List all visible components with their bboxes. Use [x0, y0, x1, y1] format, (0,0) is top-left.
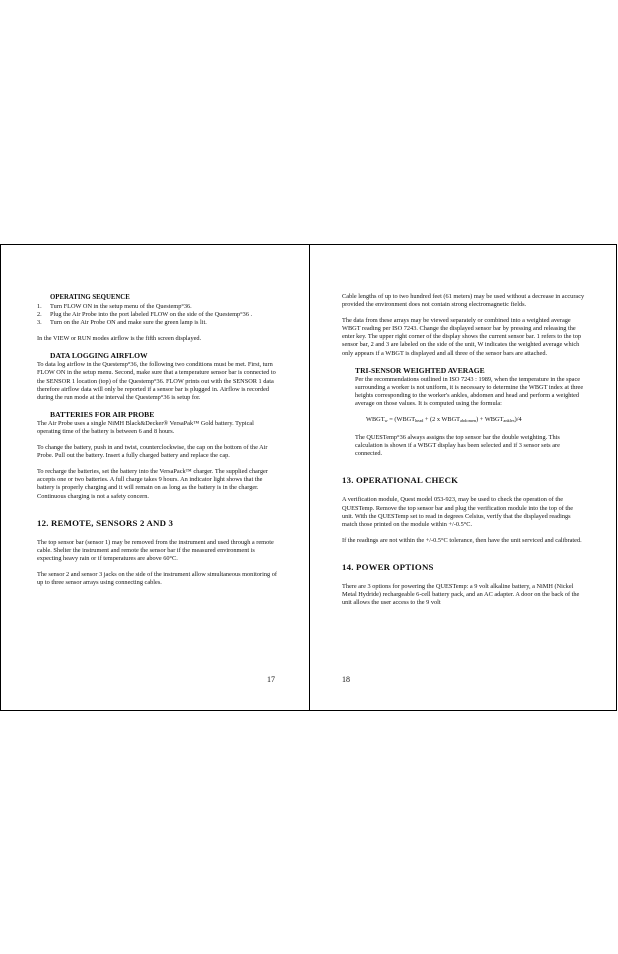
- step-text: Turn FLOW ON in the setup menu of the Questemp°36.: [50, 303, 192, 310]
- formula-lhs: WBGT: [366, 416, 385, 424]
- section-14-heading: 14. POWER OPTIONS: [342, 561, 434, 572]
- step-number: 2.: [37, 311, 42, 319]
- page-17-content: [37, 293, 277, 595]
- page-number: 18: [342, 675, 350, 684]
- batteries-paragraph-1: The Air Probe uses a single NiMH Black&Decker® VersaPak™ Gold battery. Typical operating time of the battery is between 6 and 8 hours.: [37, 419, 254, 435]
- batteries-paragraph-2: To change the battery, push in and twist, counterclockwise, the cap on the bottom of the Air Probe. Pull out the battery. Insert a fully charged battery and replace the cap.: [37, 444, 268, 460]
- list-item: [37, 311, 277, 319]
- page-18-content: [342, 293, 586, 615]
- section-12-paragraph-2: The sensor 2 and sensor 3 jacks on the side of the instrument allow simultaneous monitoring of up to three sensor arrays using connecting cables.: [37, 570, 277, 586]
- data-logging-heading: DATA LOGGING AIRFLOW: [50, 351, 148, 361]
- section-12-heading: 12. REMOTE, SENSORS 2 AND 3: [37, 517, 174, 528]
- section-12-paragraph-1: The top sensor bar (sensor 1) may be removed from the instrument and used through a remote cable. Shelter the instrument and remote the sensor bar if the measured environment is expecting heavy rain or if temperatures are above 60°C.: [37, 538, 274, 562]
- wbgt-formula: [366, 416, 586, 424]
- page-18: [310, 245, 618, 710]
- formula-part: = (WBGT: [387, 416, 416, 424]
- formula-subscript: w: [384, 418, 388, 424]
- tri-sensor-text: Per the recommendations outlined in ISO 7243 : 1989, when the temperature in the space surrounding a worker is not uniform, it is necessary to determine the WBGT index at three heights corresponding to the worker's ankles, abdomen and head and perform a weighted average on those values. It is computed using the formula:: [355, 375, 584, 407]
- formula-subscript: head: [415, 418, 424, 424]
- formula-part: )/4: [514, 416, 522, 424]
- cable-length-paragraph: Cable lengths of up to two hundred feet (61 meters) may be used without a decrease in accuracy provided the environment does not contain strong electromagnetic fields.: [342, 293, 585, 309]
- batteries-paragraph-3: To recharge the batteries, set the battery into the VersaPack™ charger. The supplied charger accepts one or two batteries. A full charge takes 9 hours. An indicator light shows that the battery is properly charging and it will remain on as long as the battery is in the charger. Continuous charging is not a safety concern.: [37, 468, 268, 500]
- section-13-paragraph-1: A verification module, Quest model 053-923, may be used to check the operation of the QUESTemp. Remove the top sensor bar and plug the verification module into the top of the unit. With the QUESTemp set to read in degrees Celsius, verify that the displayed readings match those printed on the module within +/-0.5°C.: [342, 496, 574, 528]
- step-text: Plug the Air Probe into the port labeled FLOW on the side of the Questemp°36 .: [50, 311, 253, 319]
- formula-part: ) + WBGT: [476, 416, 504, 424]
- step-number: 3.: [37, 319, 42, 327]
- page-number: 17: [267, 675, 275, 684]
- list-item: [37, 319, 277, 327]
- step-text: Turn on the Air Probe ON and make sure the green lamp is lit.: [50, 319, 207, 327]
- section-13-heading: 13. OPERATIONAL CHECK: [342, 475, 459, 486]
- list-item: [37, 303, 277, 311]
- operating-sequence-heading: OPERATING SEQUENCE: [50, 294, 130, 301]
- formula-subscript: ankles: [503, 418, 515, 424]
- view-run-note: In the VIEW or RUN modes airflow is the fifth screen displayed.: [37, 335, 202, 343]
- operating-sequence-list: [37, 303, 277, 327]
- arrays-paragraph: The data from these arrays may be viewed separately or combined into a weighted average WBGT reading per ISO 7243. Change the displayed sensor bar by pressing and releasing the enter key. The upper right corner of the display shows the current sensor bar. 1 refers to the top sensor bar, 2 and 3 are labeled on the side of the unit, W indicates the weighted average which only appears if a WBGT is displayed and all three of the sensor bars are attached.: [342, 317, 582, 357]
- section-14-paragraph-1: There are 3 options for powering the QUESTemp: a 9 volt alkaline battery, a NiMH (Nickel Metal Hydride) rechargeable 6-cell battery pack, and an AC adapter. A door on the back of the unit allows the user access to the 9 volt: [342, 582, 580, 607]
- document-spread: [0, 244, 617, 711]
- tri-sensor-note: The QUESTemp°36 always assigns the top sensor bar the double weighting. This calculation is shown if a WBGT display has been selected and if 3 sensor sets are connected.: [355, 434, 560, 458]
- step-number: 1.: [37, 303, 42, 310]
- batteries-heading: BATTERIES FOR AIR PROBE: [50, 409, 155, 419]
- page-17: [1, 245, 309, 710]
- formula-subscript: abdomen: [460, 418, 477, 424]
- section-13-paragraph-2: If the readings are not within the +/-0.5°C tolerance, then have the unit serviced and calibrated.: [342, 536, 582, 544]
- tri-sensor-heading: TRI-SENSOR WEIGHTED AVERAGE: [355, 365, 485, 375]
- data-logging-text: To data log airflow in the Questemp°36, the following two conditions must be met. First, turn FLOW ON in the setup menu. Second, make sure that a temperature sensor bar is connected to the SENSOR 1 location (top) of the Questemp°36. FLOW prints out with the SENSOR 1 data therefore airflow data will only be reported if a sensor bar is plugged in. Airflow is recorded during the run mode at the interval the Questemp°36 is setup for.: [37, 361, 276, 401]
- formula-part: + (2 x WBGT: [423, 416, 461, 424]
